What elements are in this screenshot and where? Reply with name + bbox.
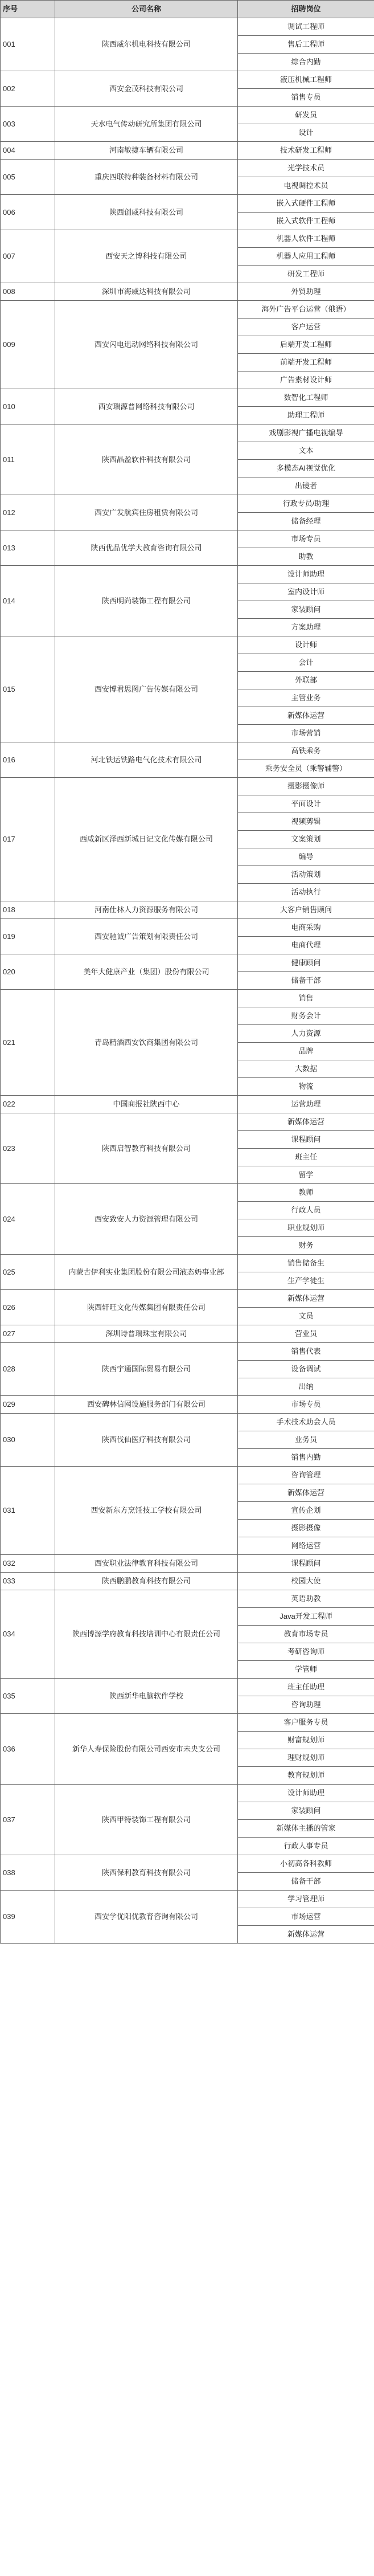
position-cell: 活动执行	[238, 884, 374, 901]
position-cell: 液压机械工程师	[238, 71, 374, 89]
position-cell: 电商采购	[238, 919, 374, 937]
position-cell: 健康顾问	[238, 954, 374, 972]
table-row	[1, 1891, 374, 1908]
table-row	[1, 1785, 374, 1802]
table-row	[1, 1290, 374, 1308]
serial-number-cell: 030	[1, 1414, 55, 1467]
serial-number-cell: 021	[1, 990, 55, 1096]
position-cell: 储备干部	[238, 972, 374, 990]
table-row	[1, 919, 374, 937]
company-name-cell: 西安金茂科技有限公司	[55, 71, 238, 107]
position-cell: 技术研发工程师	[238, 142, 374, 160]
company-name-cell: 陕西宇通国际贸易有限公司	[55, 1343, 238, 1396]
position-cell: 机器人应用工程师	[238, 248, 374, 266]
position-cell: 设计	[238, 124, 374, 142]
position-cell: 储备经理	[238, 513, 374, 530]
position-cell: 会计	[238, 654, 374, 672]
position-cell: 设计师助理	[238, 1785, 374, 1802]
position-cell: 咨询助理	[238, 1696, 374, 1714]
position-cell: 高铁乘务	[238, 742, 374, 760]
table-row	[1, 1855, 374, 1873]
serial-number-cell: 037	[1, 1785, 55, 1855]
position-cell: 班主任	[238, 1149, 374, 1166]
serial-number-cell: 027	[1, 1325, 55, 1343]
table-row	[1, 195, 374, 213]
position-cell: 戏剧影视广播电视编导	[238, 424, 374, 442]
position-cell: 财富规划师	[238, 1732, 374, 1749]
position-cell: 营业员	[238, 1325, 374, 1343]
serial-number-cell: 012	[1, 495, 55, 530]
position-cell: 市场专员	[238, 530, 374, 548]
position-cell: 财务	[238, 1237, 374, 1255]
table-row	[1, 1396, 374, 1414]
position-cell: 理财规划师	[238, 1749, 374, 1767]
position-cell: 市场专员	[238, 1396, 374, 1414]
table-row	[1, 160, 374, 177]
position-cell: 客户服务专员	[238, 1714, 374, 1732]
position-cell: 职业规划师	[238, 1219, 374, 1237]
position-cell: 新媒体运营	[238, 1290, 374, 1308]
company-name-cell: 陕西新华电脑软件学校	[55, 1679, 238, 1714]
position-cell: 新媒体主播的管家	[238, 1820, 374, 1838]
table-body	[1, 18, 374, 1944]
table-row	[1, 495, 374, 513]
position-cell: 业务员	[238, 1431, 374, 1449]
table-row	[1, 18, 374, 36]
header-positions: 招聘岗位	[238, 1, 374, 18]
position-cell: 手术技术助会人员	[238, 1414, 374, 1431]
company-name-cell: 西安博君思图广告传媒有限公司	[55, 636, 238, 742]
position-cell: 嵌入式软件工程师	[238, 213, 374, 230]
position-cell: 大客户销售顾问	[238, 901, 374, 919]
position-cell: 设计师助理	[238, 566, 374, 583]
table-row	[1, 424, 374, 442]
position-cell: 新媒体运营	[238, 1926, 374, 1944]
position-cell: 摄影摄像	[238, 1520, 374, 1537]
serial-number-cell: 035	[1, 1679, 55, 1714]
position-cell: 咨询管理	[238, 1467, 374, 1484]
company-name-cell: 美年大健康产业（集团）股份有限公司	[55, 954, 238, 990]
serial-number-cell: 036	[1, 1714, 55, 1785]
position-cell: 课程顾问	[238, 1555, 374, 1573]
serial-number-cell: 038	[1, 1855, 55, 1891]
position-cell: 平面设计	[238, 795, 374, 813]
position-cell: 主管业务	[238, 689, 374, 707]
position-cell: 小初高各科教师	[238, 1855, 374, 1873]
header-company-name: 公司名称	[55, 1, 238, 18]
position-cell: 销售	[238, 990, 374, 1007]
position-cell: 多模态AI视觉优化	[238, 460, 374, 477]
serial-number-cell: 007	[1, 230, 55, 283]
company-name-cell: 西安瑞源普网络科技有限公司	[55, 389, 238, 424]
table-row	[1, 530, 374, 548]
position-cell: 电视调控术员	[238, 177, 374, 195]
position-cell: 设备调试	[238, 1361, 374, 1378]
position-cell: 教师	[238, 1184, 374, 1202]
position-cell: 售后工程师	[238, 36, 374, 54]
position-cell: 销售储备生	[238, 1255, 374, 1272]
company-name-cell: 西安天之博科技有限公司	[55, 230, 238, 283]
table-row	[1, 1255, 374, 1272]
position-cell: 课程顾问	[238, 1131, 374, 1149]
company-name-cell: 西安致安人力资源管理有限公司	[55, 1184, 238, 1255]
serial-number-cell: 026	[1, 1290, 55, 1325]
position-cell: 方案助理	[238, 619, 374, 636]
table-row	[1, 778, 374, 795]
position-cell: 活动策划	[238, 866, 374, 884]
company-name-cell: 陕西鹏鹏教育科技有限公司	[55, 1573, 238, 1590]
company-name-cell: 陕西伐仙医疗科技有限公司	[55, 1414, 238, 1467]
position-cell: 出纳	[238, 1378, 374, 1396]
position-cell: 研发员	[238, 107, 374, 124]
serial-number-cell: 034	[1, 1590, 55, 1679]
company-name-cell: 西咸新区泽西新城日记文化传媒有限公司	[55, 778, 238, 901]
position-cell: 嵌入式硬件工程师	[238, 195, 374, 213]
position-cell: 新媒体运营	[238, 1113, 374, 1131]
company-name-cell: 陕西启智教育科技有限公司	[55, 1113, 238, 1184]
company-name-cell: 西安新东方烹饪技工学校有限公司	[55, 1467, 238, 1555]
company-name-cell: 陕西威尔机电科技有限公司	[55, 18, 238, 71]
table-row	[1, 954, 374, 972]
company-name-cell: 天水电气传动研究所集团有限公司	[55, 107, 238, 142]
position-cell: 编导	[238, 848, 374, 866]
company-name-cell: 青岛精酒西安饮商集团有限公司	[55, 990, 238, 1096]
position-cell: 财务会计	[238, 1007, 374, 1025]
serial-number-cell: 004	[1, 142, 55, 160]
serial-number-cell: 002	[1, 71, 55, 107]
table-row	[1, 301, 374, 319]
table-header	[1, 1, 374, 18]
company-name-cell: 陕西轩旺文化传媒集团有限责任公司	[55, 1290, 238, 1325]
serial-number-cell: 028	[1, 1343, 55, 1396]
position-cell: 外贸助理	[238, 283, 374, 301]
company-name-cell: 西安广发航宾住房租赁有限公司	[55, 495, 238, 530]
position-cell: 市场营销	[238, 725, 374, 742]
company-name-cell: 重庆四联特种装备材料有限公司	[55, 160, 238, 195]
serial-number-cell: 014	[1, 566, 55, 636]
position-cell: 家装顾问	[238, 1802, 374, 1820]
company-name-cell: 西安闪电迅动网络科技有限公司	[55, 301, 238, 389]
serial-number-cell: 011	[1, 424, 55, 495]
position-cell: 生产学徒生	[238, 1272, 374, 1290]
serial-number-cell: 019	[1, 919, 55, 954]
position-cell: 储备干部	[238, 1873, 374, 1891]
position-cell: 助理工程师	[238, 407, 374, 424]
serial-number-cell: 015	[1, 636, 55, 742]
company-name-cell: 西安职业法律教育科技有限公司	[55, 1555, 238, 1573]
company-name-cell: 中国商报社陕西中心	[55, 1096, 238, 1113]
position-cell: 行政专员/助理	[238, 495, 374, 513]
serial-number-cell: 039	[1, 1891, 55, 1944]
position-cell: 销售内勤	[238, 1449, 374, 1467]
serial-number-cell: 029	[1, 1396, 55, 1414]
position-cell: 学管师	[238, 1661, 374, 1679]
serial-number-cell: 005	[1, 160, 55, 195]
table-row	[1, 142, 374, 160]
position-cell: 销售专员	[238, 89, 374, 107]
position-cell: 出镜者	[238, 477, 374, 495]
table-row	[1, 1679, 374, 1696]
serial-number-cell: 031	[1, 1467, 55, 1555]
serial-number-cell: 010	[1, 389, 55, 424]
table-row	[1, 71, 374, 89]
position-cell: 乘务安全员（乘警辅警）	[238, 760, 374, 778]
table-row	[1, 1573, 374, 1590]
serial-number-cell: 016	[1, 742, 55, 778]
position-cell: 考研咨询师	[238, 1643, 374, 1661]
company-name-cell: 新华人寿保险股份有限公司西安市未央支公司	[55, 1714, 238, 1785]
position-cell: 摄影摄像师	[238, 778, 374, 795]
company-name-cell: 河南敏捷车辆有限公司	[55, 142, 238, 160]
table-row	[1, 566, 374, 583]
position-cell: 校园大使	[238, 1573, 374, 1590]
position-cell: 文案策划	[238, 831, 374, 848]
company-name-cell: 河南仕林人力资源服务有限公司	[55, 901, 238, 919]
position-cell: 前端开发工程师	[238, 354, 374, 372]
serial-number-cell: 013	[1, 530, 55, 566]
company-name-cell: 陕西优品优学大教育咨询有限公司	[55, 530, 238, 566]
position-cell: 文员	[238, 1308, 374, 1325]
position-cell: 物流	[238, 1078, 374, 1096]
position-cell: 行政人事专员	[238, 1838, 374, 1855]
position-cell: 客户运营	[238, 319, 374, 336]
header-serial-number: 序号	[1, 1, 55, 18]
position-cell: 综合内勤	[238, 54, 374, 71]
table-row	[1, 1096, 374, 1113]
position-cell: 留学	[238, 1166, 374, 1184]
table-row	[1, 389, 374, 407]
position-cell: 英语助教	[238, 1590, 374, 1608]
position-cell: 广告素材设计师	[238, 372, 374, 389]
serial-number-cell: 024	[1, 1184, 55, 1255]
position-cell: 人力资源	[238, 1025, 374, 1043]
position-cell: 运营助理	[238, 1096, 374, 1113]
serial-number-cell: 033	[1, 1573, 55, 1590]
position-cell: 班主任助理	[238, 1679, 374, 1696]
position-cell: 市场运营	[238, 1908, 374, 1926]
position-cell: 网络运营	[238, 1537, 374, 1555]
serial-number-cell: 025	[1, 1255, 55, 1290]
position-cell: 光学技术员	[238, 160, 374, 177]
position-cell: 研发工程师	[238, 266, 374, 283]
serial-number-cell: 018	[1, 901, 55, 919]
table-row	[1, 1343, 374, 1361]
table-row	[1, 636, 374, 654]
serial-number-cell: 001	[1, 18, 55, 71]
serial-number-cell: 017	[1, 778, 55, 901]
position-cell: 调试工程师	[238, 18, 374, 36]
company-name-cell: 陕西保利教育科技有限公司	[55, 1855, 238, 1891]
table-row	[1, 990, 374, 1007]
serial-number-cell: 006	[1, 195, 55, 230]
company-name-cell: 西安学优阳优教育咨询有限公司	[55, 1891, 238, 1944]
company-name-cell: 西安驰诚广告策划有限责任公司	[55, 919, 238, 954]
position-cell: 品牌	[238, 1043, 374, 1060]
table-row	[1, 1467, 374, 1484]
company-name-cell: 西安碑林信网设施服务部门有限公司	[55, 1396, 238, 1414]
position-cell: 学习管理师	[238, 1891, 374, 1908]
position-cell: 电商代理	[238, 937, 374, 954]
position-cell: 新媒体运营	[238, 1484, 374, 1502]
table-row	[1, 1325, 374, 1343]
position-cell: 教育市场专员	[238, 1626, 374, 1643]
company-name-cell: 深圳市海威达科技有限公司	[55, 283, 238, 301]
table-row	[1, 1555, 374, 1573]
position-cell: 室内设计师	[238, 583, 374, 601]
table-row	[1, 230, 374, 248]
position-cell: 文本	[238, 442, 374, 460]
serial-number-cell: 022	[1, 1096, 55, 1113]
position-cell: 数智化工程师	[238, 389, 374, 407]
company-name-cell: 内蒙古伊利实业集团股份有限公司液态奶事业部	[55, 1255, 238, 1290]
position-cell: 助教	[238, 548, 374, 566]
table-row	[1, 283, 374, 301]
position-cell: 宣传企划	[238, 1502, 374, 1520]
serial-number-cell: 020	[1, 954, 55, 990]
company-name-cell: 河北铁运铁路电气化技术有限公司	[55, 742, 238, 778]
company-name-cell: 深圳诗普瑞珠宝有限公司	[55, 1325, 238, 1343]
company-name-cell: 陕西创威科技有限公司	[55, 195, 238, 230]
position-cell: 设计师	[238, 636, 374, 654]
position-cell: 外联部	[238, 672, 374, 689]
position-cell: 行政人员	[238, 1202, 374, 1219]
position-cell: 销售代表	[238, 1343, 374, 1361]
header-row	[1, 1, 374, 18]
serial-number-cell: 032	[1, 1555, 55, 1573]
company-name-cell: 陕西博源学府教育科技培训中心有限责任公司	[55, 1590, 238, 1679]
table-row	[1, 1414, 374, 1431]
position-cell: 后端开发工程师	[238, 336, 374, 354]
serial-number-cell: 023	[1, 1113, 55, 1184]
position-cell: Java开发工程师	[238, 1608, 374, 1626]
serial-number-cell: 003	[1, 107, 55, 142]
table-row	[1, 1184, 374, 1202]
serial-number-cell: 009	[1, 301, 55, 389]
table-row	[1, 107, 374, 124]
table-row	[1, 742, 374, 760]
serial-number-cell: 008	[1, 283, 55, 301]
table-row	[1, 901, 374, 919]
position-cell: 机器人软件工程师	[238, 230, 374, 248]
table-row	[1, 1714, 374, 1732]
company-name-cell: 陕西明尚装饰工程有限公司	[55, 566, 238, 636]
company-name-cell: 陕西甲特装饰工程有限公司	[55, 1785, 238, 1855]
position-cell: 教育规划师	[238, 1767, 374, 1785]
position-cell: 新媒体运营	[238, 707, 374, 725]
position-cell: 家装顾问	[238, 601, 374, 619]
table-row	[1, 1590, 374, 1608]
table-row	[1, 1113, 374, 1131]
company-name-cell: 陕西晶盈软件科技有限公司	[55, 424, 238, 495]
position-cell: 大数据	[238, 1060, 374, 1078]
position-cell: 视频剪辑	[238, 813, 374, 831]
position-cell: 海外广告平台运营（俄语）	[238, 301, 374, 319]
